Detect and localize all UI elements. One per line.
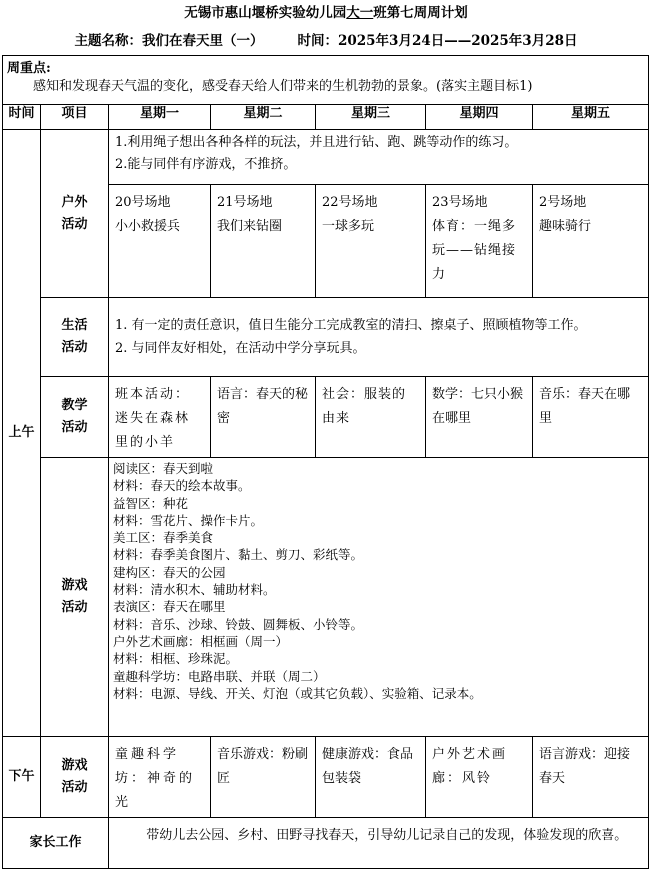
game-line: 阅读区：春天到啦 — [113, 461, 214, 476]
theme-time: 时间：2025年3月24日——2025年3月28日 — [297, 33, 578, 49]
outdoor-monday: 20号场地 小小救援兵 — [109, 185, 211, 298]
life-line-1: 1. 有一定的责任意识，值日生能分工完成教室的清扫、擦桌子、照顾植物等工作。 — [115, 318, 587, 333]
title-class-name: 大一 — [346, 5, 374, 21]
parent-text: 带幼儿去公园、乡村、田野寻找春天，引导幼儿记录自己的发现，体验发现的欣喜。 — [109, 818, 649, 869]
outdoor-goals — [109, 130, 649, 185]
header-tuesday: 星期二 — [211, 105, 316, 130]
teaching-friday: 音乐：春天在哪里 — [533, 377, 649, 458]
game-line: 材料：相框、珍珠泥。 — [113, 651, 239, 667]
afternoon-label: 下午 — [3, 737, 41, 818]
teaching-monday: 班本活动：迷失在森林里的小羊 — [109, 377, 211, 458]
title-suffix: 班第七周周计划 — [373, 5, 468, 21]
header-wednesday: 星期三 — [316, 105, 426, 130]
life-content — [109, 298, 649, 377]
header-time: 时间 — [3, 105, 41, 130]
game-line: 童趣科学坊：电路串联、并联（周二） — [113, 668, 326, 684]
document-title — [0, 4, 652, 22]
parent-row — [3, 818, 649, 869]
game-content — [109, 458, 649, 737]
header-monday: 星期一 — [109, 105, 211, 130]
game-line: 表演区：春天在哪里 — [113, 599, 226, 615]
life-label: 生活 活动 — [41, 298, 109, 377]
header-friday: 星期五 — [533, 105, 649, 130]
afternoon-thursday: 户外艺术画廊：风铃 — [426, 737, 533, 818]
focus-row — [3, 56, 649, 105]
outdoor-tuesday: 21号场地 我们来钻圈 — [211, 185, 316, 298]
game-line: 材料：春季美食图片、黏土、剪刀、彩纸等。 — [113, 547, 364, 563]
title-prefix: 无锡市惠山堰桥实验幼儿园 — [184, 5, 347, 21]
afternoon-friday: 语言游戏：迎接春天 — [533, 737, 649, 818]
game-label: 游戏 活动 — [41, 458, 109, 737]
life-line-2: 2. 与同伴友好相处，在活动中学分享玩具。 — [115, 341, 366, 356]
outdoor-thursday: 23号场地 体育：一绳多玩——钻绳接力 — [426, 185, 533, 298]
game-line: 美工区：春季美食 — [113, 530, 214, 546]
focus-text: 感知和发现春天气温的变化，感受春天给人们带来的生机勃勃的景象。(落实主题目标1) — [33, 79, 533, 94]
outdoor-goal-1: 1.利用绳子想出各种各样的玩法，并且进行钻、跑、跳等动作的练习。 — [115, 135, 518, 150]
game-line: 建构区：春天的公园 — [113, 564, 226, 580]
header-row — [3, 105, 649, 130]
game-row — [3, 458, 649, 737]
teaching-wednesday: 社会：服装的由来 — [316, 377, 426, 458]
outdoor-friday: 2号场地 趣味骑行 — [533, 185, 649, 298]
game-line: 材料：音乐、沙球、铃鼓、圆舞板、小铃等。 — [113, 616, 364, 632]
outdoor-label: 户外 活动 — [41, 130, 109, 298]
teaching-tuesday: 语言：春天的秘密 — [211, 377, 316, 458]
teaching-row — [3, 377, 649, 458]
afternoon-wednesday: 健康游戏：食品包装袋 — [316, 737, 426, 818]
morning-label: 上午 — [3, 130, 41, 737]
header-thursday: 星期四 — [426, 105, 533, 130]
theme-label: 主题名称：我们在春天里（一） — [74, 33, 264, 49]
afternoon-monday: 童趣科学坊：神奇的光 — [109, 737, 211, 818]
game-line: 材料：电源、导线、开关、灯泡（或其它负载）、实验箱、记录本。 — [113, 685, 482, 701]
game-line: 材料：雪花片、操作卡片。 — [113, 512, 264, 528]
outdoor-goals-row — [3, 130, 649, 185]
teaching-label: 教学 活动 — [41, 377, 109, 458]
outdoor-wednesday: 22号场地 一球多玩 — [316, 185, 426, 298]
afternoon-game-label: 游戏 活动 — [41, 737, 109, 818]
afternoon-row — [3, 737, 649, 818]
plan-table — [2, 55, 649, 869]
focus-cell — [3, 56, 649, 105]
header-item: 项目 — [41, 105, 109, 130]
parent-label: 家长工作 — [3, 818, 109, 869]
theme-line — [0, 32, 652, 50]
teaching-thursday: 数学：七只小猴在哪里 — [426, 377, 533, 458]
afternoon-tuesday: 音乐游戏：粉刷匠 — [211, 737, 316, 818]
life-row — [3, 298, 649, 377]
game-line: 材料：清水积木、辅助材料。 — [113, 582, 276, 598]
outdoor-goal-2: 2.能与同伴有序游戏，不推挤。 — [115, 157, 297, 172]
game-line: 益智区：种花 — [113, 495, 189, 511]
focus-label: 周重点: — [7, 61, 51, 76]
game-line: 户外艺术画廊：相框画（周一） — [113, 633, 289, 649]
game-line: 材料：春天的绘本故事。 — [113, 478, 251, 494]
